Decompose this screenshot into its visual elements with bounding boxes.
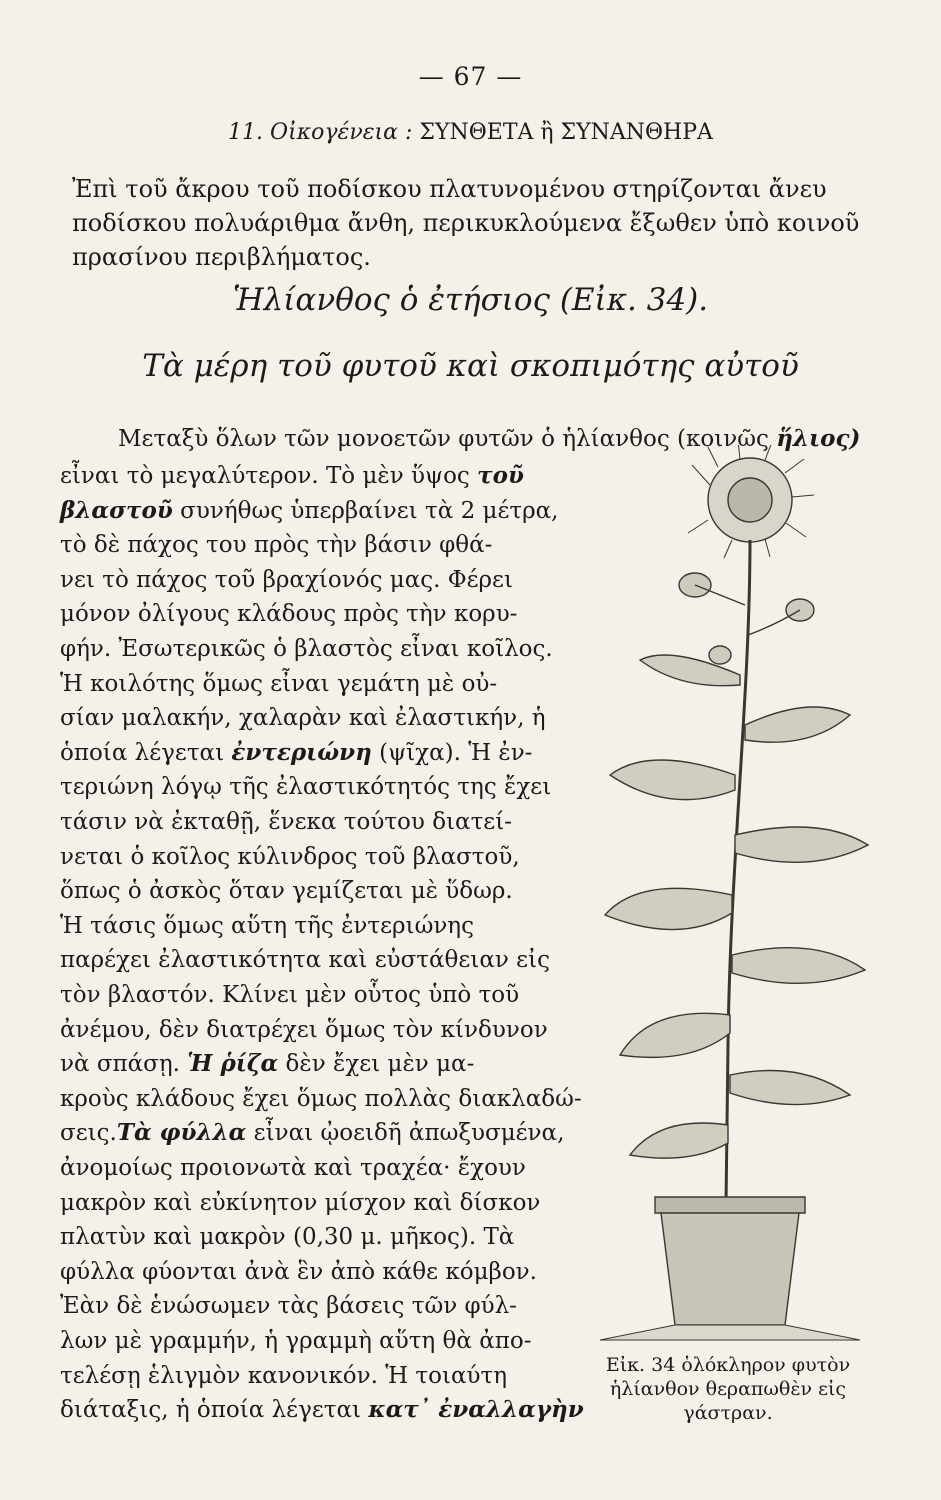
body-line-text: Ἡ τάσις ὅμως αὕτη τῆς ἐντεριώνης bbox=[60, 912, 474, 939]
body-line-text-after: εἶναι ᾠοειδῆ ἀπωξυσμένα, bbox=[246, 1120, 565, 1147]
body-line bbox=[60, 497, 558, 524]
intro-line: ποδίσκου πολυάριθμα ἄνθη, περικυκλούμενα ἔξωθεν ὑπὸ κοινοῦ bbox=[72, 209, 860, 237]
body-line bbox=[60, 1085, 582, 1112]
body-line bbox=[60, 1258, 537, 1285]
body-line bbox=[60, 635, 553, 662]
body-line-text: πλατὺν καὶ μακρὸν (0,30 μ. μῆκος). Τὰ bbox=[60, 1224, 515, 1251]
body-line-text: διάταξις, ἡ ὁποία λέγεται bbox=[60, 1397, 369, 1424]
body-line-emphasis: Τὰ φύλλα bbox=[116, 1119, 247, 1147]
body-line bbox=[60, 1050, 474, 1077]
body-line-text: παρέχει ἐλαστικότητα καὶ εὐστάθειαν εἰς bbox=[60, 947, 550, 974]
body-line-emphasis: κατ᾽ ἐναλλαγὴν bbox=[368, 1396, 584, 1424]
body-line-text: ἀνέμου, δὲν διατρέχει ὅμως τὸν κίνδυνον bbox=[60, 1016, 548, 1043]
body-line-text: νεται ὁ κοῖλος κύλινδρος τοῦ βλαστοῦ, bbox=[60, 843, 520, 870]
body-line bbox=[60, 877, 513, 904]
body-line-text: τάσιν νὰ ἐκταθῇ, ἕνεκα τούτου διατεί- bbox=[60, 809, 513, 835]
body-line-text-after: δὲν ἔχει μὲν μα- bbox=[278, 1051, 475, 1078]
body-line bbox=[60, 981, 519, 1008]
body-line-text: Ἡ κοιλότης ὅμως εἶναι γεμάτη μὲ οὐ- bbox=[60, 670, 498, 697]
first-line-text: Μεταξὺ ὅλων τῶν μονοετῶν φυτῶν ὁ ἡλίανθος (κοινῶς bbox=[118, 426, 777, 452]
body-line bbox=[60, 670, 497, 697]
body-line bbox=[60, 704, 545, 731]
body-line-text: ὅπως ὁ ἀσκὸς ὅταν γεμίζεται μὲ ὕδωρ. bbox=[60, 878, 513, 905]
species-title: Ἡλίανθος ὁ ἐτήσιος (Εἰκ. 34). bbox=[232, 282, 709, 318]
body-line-text: φύλλα φύονται ἀνὰ ἓν ἀπὸ κάθε κόμβον. bbox=[60, 1258, 537, 1285]
caption-line: γάστραν. bbox=[683, 1402, 773, 1424]
family-heading bbox=[0, 120, 941, 145]
body-line bbox=[60, 773, 551, 800]
intro-paragraph bbox=[72, 172, 872, 274]
body-line bbox=[60, 1362, 507, 1389]
body-line-text: τελέσῃ ἑλιγμὸν κανονικόν. Ἡ τοιαύτη bbox=[60, 1362, 507, 1389]
body-line bbox=[60, 600, 517, 627]
body-line-text-after: (ψῖχα). Ἡ ἐν- bbox=[371, 739, 533, 766]
first-line-bold: ἥλιος) bbox=[776, 425, 861, 452]
section-title: Τὰ μέρη τοῦ φυτοῦ καὶ σκοπιμότης αὐτοῦ bbox=[142, 348, 799, 384]
body-line bbox=[60, 1396, 584, 1423]
body-line bbox=[60, 739, 532, 766]
body-line bbox=[60, 1292, 517, 1319]
body-line bbox=[60, 1119, 564, 1146]
body-line-text: Ἐὰν δὲ ἑνώσωμεν τὰς βάσεις τῶν φύλ- bbox=[60, 1293, 517, 1320]
body-line-text: εἶναι τὸ μεγαλύτερον. Τὸ μὲν ὕψος bbox=[60, 463, 478, 489]
body-line-text: νὰ σπάσῃ. bbox=[60, 1051, 188, 1078]
body-line-text: τὸ δὲ πάχος του πρὸς τὴν βάσιν φθά- bbox=[60, 532, 493, 559]
family-name: ΣΥΝΘΕΤΑ ἢ ΣΥΝΑΝΘΗΡΑ bbox=[419, 120, 713, 145]
sunflower-in-pot-illustration bbox=[600, 445, 880, 1350]
body-line bbox=[60, 1016, 548, 1043]
body-line bbox=[60, 531, 492, 558]
body-line-emphasis: τοῦ bbox=[477, 462, 524, 489]
caption-line: Εἰκ. 34 ὁλόκληρον φυτὸν bbox=[605, 1354, 851, 1376]
body-line-text: μακρὸν καὶ εὐκίνητον μίσχον καὶ δίσκον bbox=[60, 1189, 541, 1216]
body-line bbox=[60, 1154, 526, 1181]
body-line bbox=[60, 566, 513, 593]
body-line-text: τὸν βλαστόν. Κλίνει μὲν οὗτος ὑπὸ τοῦ bbox=[60, 982, 520, 1008]
body-line-text: σίαν μαλακήν, χαλαρὰν καὶ ἐλαστικήν, ἡ bbox=[60, 705, 546, 732]
body-line bbox=[60, 808, 512, 835]
body-line-emphasis: βλαστοῦ bbox=[60, 496, 173, 524]
body-line-text: τεριώνη λόγῳ τῆς ἐλαστικότητός της ἔχει bbox=[60, 774, 552, 801]
body-line-text: νει τὸ πάχος τοῦ βραχίονός μας. Φέρει bbox=[60, 566, 513, 593]
body-line bbox=[60, 1327, 531, 1354]
family-label: Οἰκογένεια : bbox=[270, 120, 413, 145]
body-line-text: σεις. bbox=[60, 1120, 117, 1147]
body-line-text: κροὺς κλάδους ἔχει ὅμως πολλὰς διακλαδώ- bbox=[60, 1085, 582, 1112]
body-line-text: λων μὲ γραμμήν, ἡ γραμμὴ αὕτη θὰ ἀπο- bbox=[60, 1328, 532, 1354]
body-line-emphasis: Ἡ ῥίζα bbox=[187, 1050, 279, 1078]
body-line-text: ὁποία λέγεται bbox=[60, 739, 232, 766]
body-line-text-after: συνήθως ὑπερβαίνει τὰ 2 μέτρα, bbox=[172, 497, 559, 524]
page-number: — 67 — bbox=[418, 62, 523, 91]
intro-line: Ἐπὶ τοῦ ἄκρου τοῦ ποδίσκου πλατυνομένου στηρίζονται ἄνευ bbox=[72, 175, 827, 203]
family-number: 11. bbox=[228, 120, 264, 145]
body-line-text: μόνον ὀλίγους κλάδους πρὸς τὴν κορυ- bbox=[60, 601, 518, 628]
body-line bbox=[60, 1223, 514, 1250]
body-line-emphasis: ἐντεριώνη bbox=[231, 738, 372, 766]
body-line bbox=[60, 462, 524, 489]
body-line bbox=[60, 912, 474, 939]
body-line bbox=[60, 843, 520, 870]
body-line bbox=[60, 1189, 540, 1216]
body-line-text: φήν. Ἐσωτερικῶς ὁ βλαστὸς εἶναι κοῖλος. bbox=[60, 636, 553, 662]
figure-caption bbox=[578, 1353, 878, 1425]
caption-line: ἡλίανθον θεραπωθὲν εἰς bbox=[609, 1378, 847, 1400]
body-line bbox=[60, 946, 550, 973]
body-line-text: ἀνομοίως προιονωτὰ καὶ τραχέα· ἔχουν bbox=[60, 1155, 526, 1181]
intro-line: πρασίνου περιβλήματος. bbox=[72, 243, 371, 271]
